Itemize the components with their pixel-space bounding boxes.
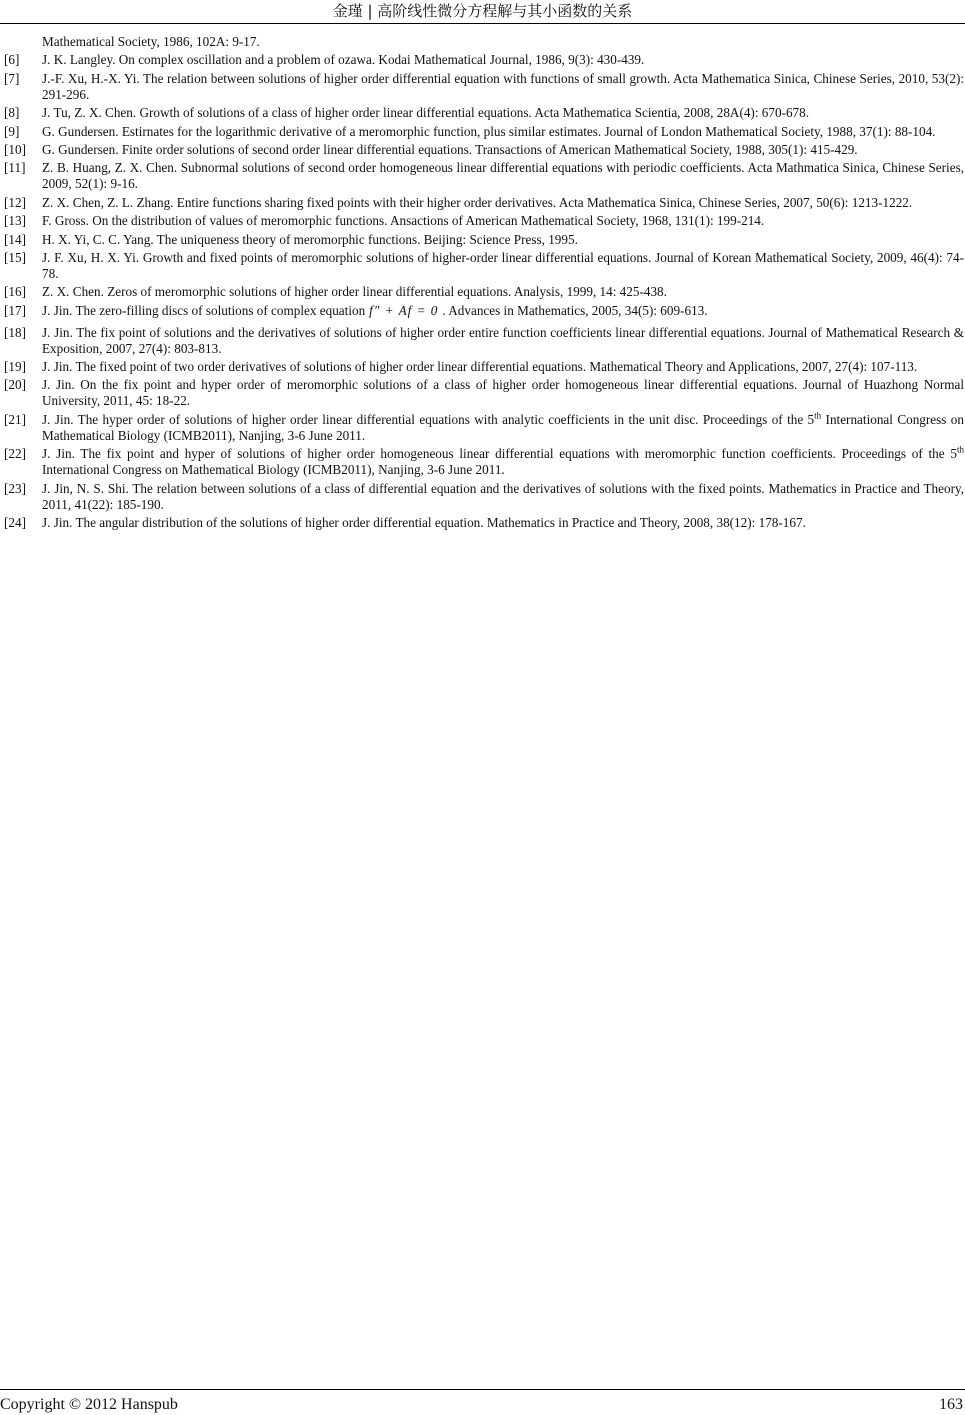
reference-number: [16] — [4, 284, 26, 300]
superscript: th — [814, 410, 822, 421]
copyright-notice: Copyright © 2012 Hanspub — [0, 1396, 178, 1413]
reference-number: [10] — [4, 141, 26, 157]
reference-number: [21] — [4, 411, 26, 427]
reference-text: J. Jin. On the fix point and hyper order of meromorphic solutions of a class of higher order homogeneous linear differential equations. Journal of Huazhong Normal University, 2011, 45: 18-22. — [42, 377, 964, 409]
reference-text-before: J. Jin. The hyper order of solutions of higher order linear differential equations with analytic coefficients in the unit disc. Proceedings of the 5 — [42, 411, 815, 427]
reference-16 — [4, 284, 964, 300]
reference-number: [19] — [4, 359, 26, 375]
reference-text: J. Jin, N. S. Shi. The relation between solutions of a class of differential equation and the derivatives of solutions with the fixed points. Mathematics in Practice and Theory, 2011, 41(22): 185-190. — [42, 480, 964, 512]
math-formula: f″ + Af = 0 — [369, 302, 439, 318]
page-number: 163 — [939, 1396, 963, 1413]
reference-24 — [4, 515, 964, 531]
reference-continuation — [4, 34, 964, 50]
reference-7 — [4, 71, 964, 103]
reference-number: [6] — [4, 52, 20, 68]
reference-number: [9] — [4, 123, 20, 139]
reference-number: [8] — [4, 105, 20, 121]
reference-text: J. F. Xu, H. X. Yi. Growth and fixed points of meromorphic solutions of higher-order linear differential equations. Journal of Korean Mathematical Society, 2009, 46(4): 74-78. — [42, 249, 964, 281]
reference-text: J. Jin. The fixed point of two order derivatives of solutions of higher order linear differential equations. Mathematical Theory and Applications, 2007, 27(4): 107-113. — [42, 359, 918, 375]
reference-18 — [4, 325, 964, 357]
reference-text-after: International Congress on Mathematical Biology (ICMB2011), Nanjing, 3-6 June 2011. — [42, 462, 505, 478]
page-footer — [0, 1393, 965, 1413]
reference-8 — [4, 105, 964, 121]
reference-number: [18] — [4, 324, 26, 340]
reference-text: J. Jin. The angular distribution of the solutions of higher order differential equation. Mathematics in Practice and Theory, 2008, 38(12): 178-167. — [42, 515, 806, 531]
reference-text: J.-F. Xu, H.-X. Yi. The relation between solutions of higher order differential equation with functions of small growth. Acta Mathematica Sinica, Chinese Series, 2010, 53(2): 291-296. — [42, 70, 964, 102]
reference-text: J. K. Langley. On complex oscillation and a problem of ozawa. Kodai Mathematical Journal, 1986, 9(3): 430-439. — [42, 52, 645, 68]
reference-text: J. Tu, Z. X. Chen. Growth of solutions of a class of higher order linear differential equations. Acta Mathematica Scientia, 2008, 28A(4): 670-678. — [42, 105, 810, 121]
reference-text-after: International Congress on Mathematical Biology (ICMB2011), Nanjing, 3-6 June 2011. — [42, 411, 964, 443]
reference-text: Z. B. Huang, Z. X. Chen. Subnormal solutions of second order homogeneous linear differential equations with periodic coefficients. Acta Mathmatica Sinica, Chinese Series, 2009, 52(1): 9-16. — [42, 160, 964, 192]
reference-text-before: J. Jin. The fix point and hyper of solutions of higher order homogeneous linear differential equations with meromorphic function coefficients. Proceedings of the 5 — [42, 446, 957, 462]
reference-text: G. Gundersen. Finite order solutions of second order linear differential equations. Transactions of American Mathematical Society, 1988, 305(1): 415-429. — [42, 141, 858, 157]
reference-text — [42, 303, 964, 319]
reference-13 — [4, 213, 964, 229]
running-header — [0, 0, 965, 24]
reference-11 — [4, 160, 964, 192]
reference-22 — [4, 446, 964, 478]
reference-19 — [4, 359, 964, 375]
reference-number: [22] — [4, 446, 26, 462]
reference-12 — [4, 195, 964, 211]
reference-6 — [4, 52, 964, 68]
reference-list — [4, 34, 964, 533]
reference-number: [11] — [4, 160, 26, 176]
reference-text — [42, 446, 964, 478]
reference-number: [15] — [4, 249, 26, 265]
reference-15 — [4, 250, 964, 282]
reference-23 — [4, 481, 964, 513]
reference-number: [23] — [4, 480, 26, 496]
reference-text-after: . Advances in Mathematics, 2005, 34(5): 609-613. — [442, 302, 708, 318]
reference-9 — [4, 124, 964, 140]
reference-text — [42, 412, 964, 444]
header-title: 金瑾 | 高阶线性微分方程解与其小函数的关系 — [332, 2, 633, 20]
reference-21 — [4, 412, 964, 444]
reference-number: [7] — [4, 70, 20, 86]
reference-text: H. X. Yi, C. C. Yang. The uniqueness theory of meromorphic functions. Beijing: Science Press, 1995. — [42, 231, 578, 247]
reference-text-before: J. Jin. The zero-filling discs of solutions of complex equation — [42, 302, 366, 318]
reference-number: [13] — [4, 213, 26, 229]
reference-number: [12] — [4, 194, 26, 210]
reference-text: Mathematical Society, 1986, 102A: 9-17. — [42, 34, 260, 49]
reference-10 — [4, 142, 964, 158]
reference-number: [14] — [4, 231, 26, 247]
reference-text: G. Gundersen. Estirnates for the logarithmic derivative of a meromorphic function, plus similar estimates. Journal of London Mathematical Society, 1988, 37(1): 88-104. — [42, 123, 936, 139]
reference-number: [20] — [4, 377, 26, 393]
reference-20 — [4, 377, 964, 409]
reference-text: F. Gross. On the distribution of values of meromorphic functions. Ansactions of American Mathematical Society, 1968, 131(1): 199-214. — [42, 213, 765, 229]
reference-text: Z. X. Chen, Z. L. Zhang. Entire functions sharing fixed points with their higher order derivatives. Acta Mathematica Sinica, Chinese Series, 2007, 50(6): 1213-1222. — [42, 194, 913, 210]
reference-text: J. Jin. The fix point of solutions and the derivatives of solutions of higher order entire function coefficients linear differential equations. Journal of Mathematical Research & Exposition, 2007, 27(4): 803-813. — [42, 324, 964, 356]
reference-14 — [4, 232, 964, 248]
reference-17 — [4, 303, 964, 319]
reference-number: [24] — [4, 515, 26, 531]
reference-number: [17] — [4, 302, 26, 318]
superscript: th — [956, 444, 964, 455]
reference-text: Z. X. Chen. Zeros of meromorphic solutions of higher order linear differential equations. Analysis, 1999, 14: 425-438. — [42, 284, 667, 300]
